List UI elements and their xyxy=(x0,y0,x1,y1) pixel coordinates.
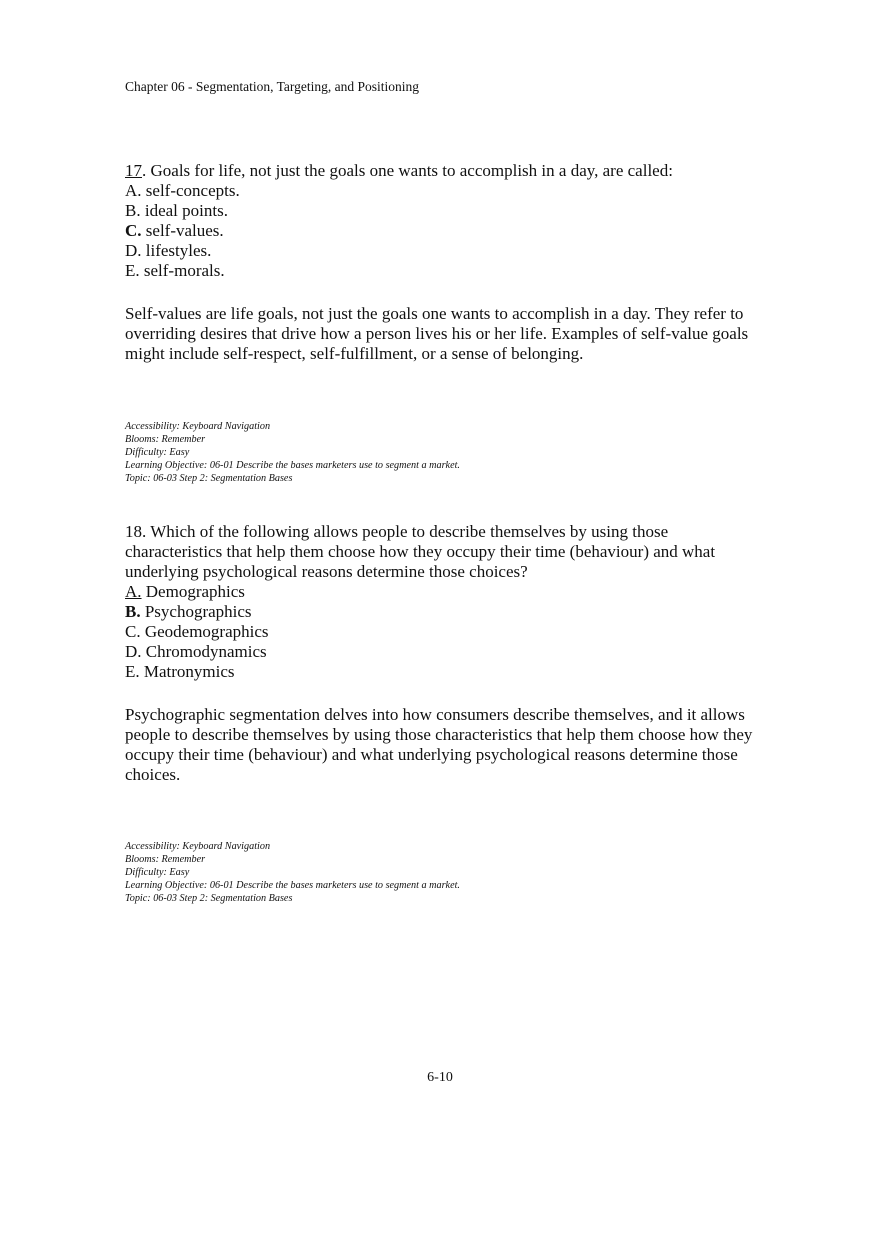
question-text: . Goals for life, not just the goals one wants to accomplish in a day, are called: xyxy=(142,161,673,180)
meta-blooms: Blooms: Remember xyxy=(125,854,206,865)
option-c xyxy=(125,622,765,642)
option-letter: C. xyxy=(125,622,141,641)
option-text: Matronymics xyxy=(139,662,235,681)
meta-learning-objective: Learning Objective: 06-01 Describe the bases marketers use to segment a market. xyxy=(125,460,460,471)
explanation-17: Self-values are life goals, not just the goals one wants to accomplish in a day. They refer to overriding desires that drive how a person lives his or her life. Examples of self-value goals might include self-respect, self-fulfillment, or a sense of belonging. xyxy=(125,304,749,363)
question-18 xyxy=(125,522,765,682)
option-text: Demographics xyxy=(141,582,245,601)
option-b-correct xyxy=(125,602,765,622)
meta-accessibility: Accessibility: Keyboard Navigation xyxy=(125,421,271,432)
meta-topic: Topic: 06-03 Step 2: Segmentation Bases xyxy=(125,473,293,484)
answer-options xyxy=(125,181,765,281)
meta-difficulty: Difficulty: Easy xyxy=(125,867,190,878)
explanation-18: Psychographic segmentation delves into how consumers describe themselves, and it allows people to describe themselves by using those characteristics that help them choose how they occupy their time (behaviour) and what underlying psychological reasons determine those choices. xyxy=(125,705,753,784)
option-letter: B. xyxy=(125,201,141,220)
option-e xyxy=(125,261,765,281)
option-text: Geodemographics xyxy=(140,622,269,641)
option-d xyxy=(125,642,765,662)
question-metadata-18 xyxy=(125,840,460,905)
option-letter: E. xyxy=(125,261,140,280)
question-number: 17 xyxy=(125,161,142,180)
question-text: . Which of the following allows people to describe themselves by using those characteristics that help them choose how they occupy their time (behaviour) and what underlying psychological reasons determine those choices? xyxy=(125,522,716,581)
option-e xyxy=(125,662,765,682)
chapter-header: Chapter 06 - Segmentation, Targeting, and Positioning xyxy=(125,79,420,94)
option-letter: C. xyxy=(125,221,142,240)
meta-learning-objective: Learning Objective: 06-01 Describe the bases marketers use to segment a market. xyxy=(125,880,460,891)
meta-accessibility: Accessibility: Keyboard Navigation xyxy=(125,841,271,852)
meta-blooms: Blooms: Remember xyxy=(125,434,206,445)
answer-options xyxy=(125,582,765,682)
question-stem xyxy=(125,161,765,181)
option-letter: A. xyxy=(125,181,142,200)
question-stem xyxy=(125,522,765,582)
meta-difficulty: Difficulty: Easy xyxy=(125,447,190,458)
meta-topic: Topic: 06-03 Step 2: Segmentation Bases xyxy=(125,893,293,904)
question-17 xyxy=(125,161,765,281)
option-text: Psychographics xyxy=(140,602,252,621)
option-text: Chromodynamics xyxy=(141,642,267,661)
option-c-correct xyxy=(125,221,765,241)
option-text: ideal points. xyxy=(140,201,228,220)
option-a xyxy=(125,181,765,201)
option-letter: A. xyxy=(125,582,142,601)
option-text: self-morals. xyxy=(139,261,225,280)
option-b xyxy=(125,201,765,221)
option-a xyxy=(125,582,765,602)
option-letter: D. xyxy=(125,642,142,661)
question-number: 18 xyxy=(125,522,142,541)
page-number: 6-10 xyxy=(427,1070,453,1085)
question-metadata-17 xyxy=(125,420,460,485)
option-text: self-values. xyxy=(141,221,224,240)
option-letter: B. xyxy=(125,602,141,621)
option-text: lifestyles. xyxy=(141,241,212,260)
option-letter: E. xyxy=(125,662,140,681)
option-text: self-concepts. xyxy=(141,181,240,200)
option-d xyxy=(125,241,765,261)
option-letter: D. xyxy=(125,241,142,260)
